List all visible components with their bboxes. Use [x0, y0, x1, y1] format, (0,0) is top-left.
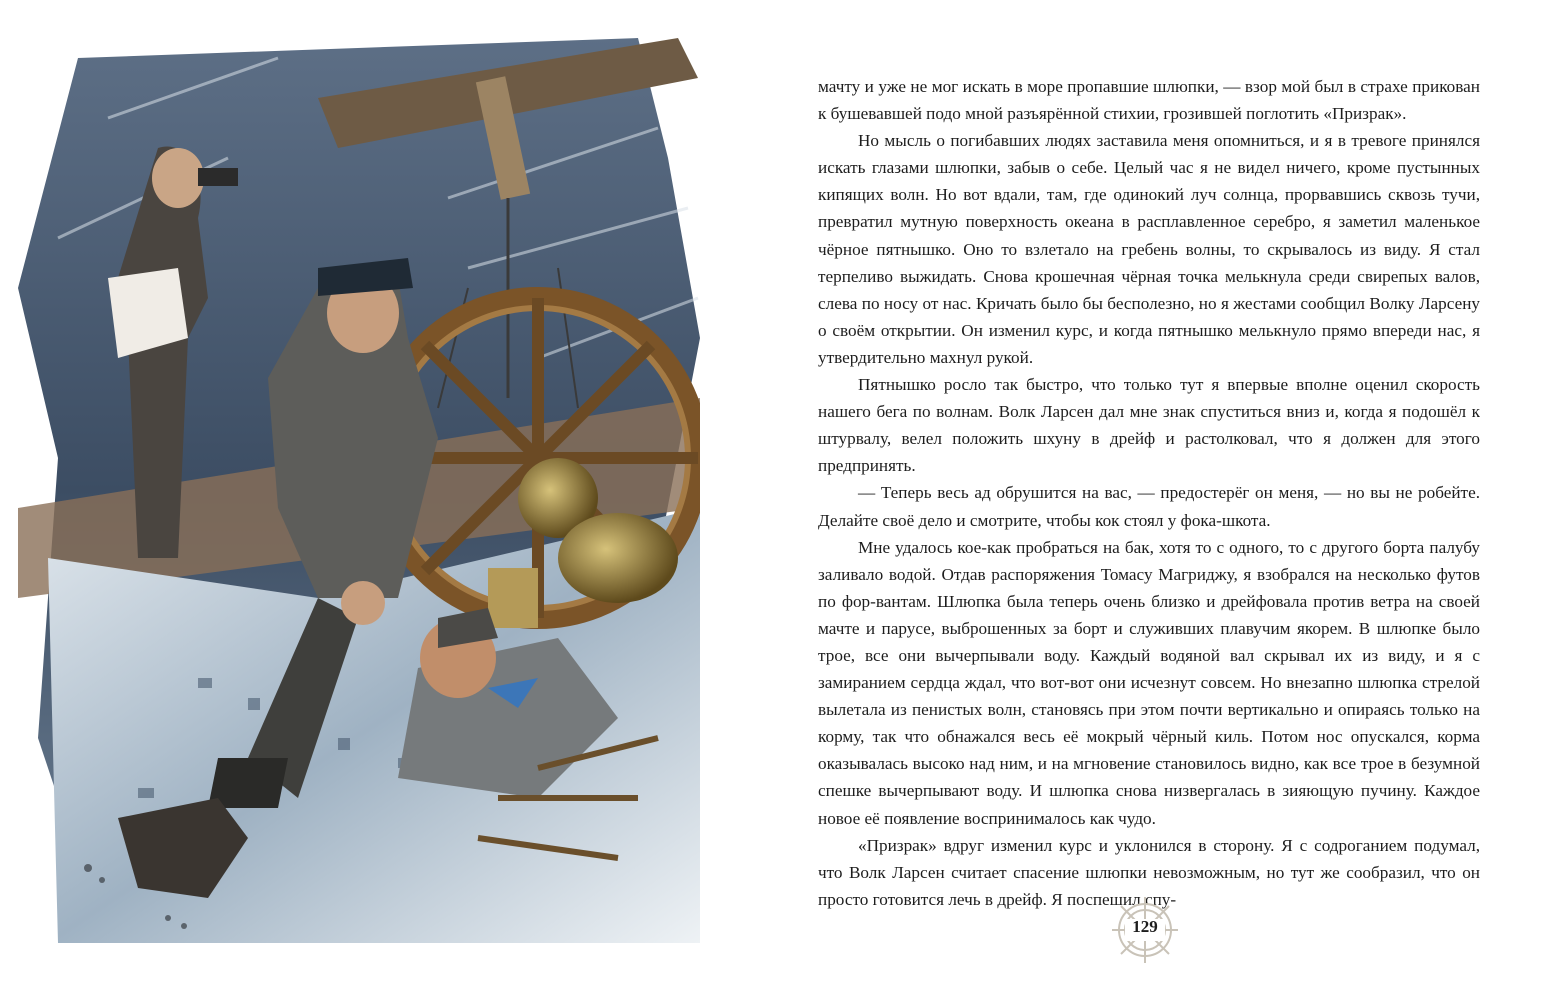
paragraph-4: — Теперь весь ад обрушится на вас, — предостерёг он меня, — но вы не робейте. Делайте своё дело и смотрите, чтобы кок стоял у фока-шкота. — [818, 483, 1480, 530]
paragraph-5: Мне удалось кое-как пробраться на бак, хотя то с одного, то с другого борта палубу заливало водой. Отдав распоряжения Томасу Магриджу, я взобрался на несколько футов по фор-вантам. Шлюпка была теперь очень близко и дрейфовала против ветра на своей мачте и парусе, выброшенных за борт и служивших плавучим якорем. В шлюпке было трое, все они вычерпывали воду. Каждый водяной вал скрывал их из виду, и я с замиранием сердца ждал, что вот-вот они исчезнут совсем. Но внезапно шлюпка стрелой вылетала из пенистых волн, становясь при этом почти вертикально и опираясь только на корму, так что обнажался весь её мокрый чёрный киль. Потом нос опускался, корма оказывалась высоко над ним, и на мгновение становилось видно, как все трое в безумной спешке вычерпывают воду. И шлюпка снова низвергалась в зияющую пучину. Каждое новое её появление воспринималось как чудо. — [818, 537, 1480, 828]
page-number-ornament — [1100, 895, 1190, 965]
binnacle — [558, 513, 678, 603]
paragraph-2: Но мысль о погибавших людях заставила меня опомниться, и я в тревоге принялся искать глазами шлюпки, забыв о себе. Целый час я не видел ничего, кроме пустынных кипящих волн. Но вот вдали, там, где одинокий луч солнца, прорвавшись сквозь тучи, превратил мутную поверхность океана в расплавленное серебро, я заметил маленькое чёрное пятнышко. Оно то взлетало на гребень волны, то скрывалось из виду. Я стал терпеливо выжидать. Снова крошечная чёрная точка мелькнула среди свирепых валов, слева по носу от нас. Кричать было бы бесполезно, но я жестами сообщил Волку Ларсену о своём открытии. Он изменил курс, и когда пятнышко мелькнуло прямо впереди нас, я утвердительно махнул рукой. — [818, 131, 1480, 367]
paragraph-3: Пятнышко росло так быстро, что только тут я впервые вполне оценил скорость нашего бега по волнам. Волк Ларсен дал мне знак спуститься вниз и, когда я подошёл к штурвалу, велел положить шхуну в дрейф и растолковал, что я должен для этого предпринять. — [818, 375, 1480, 476]
bucket — [488, 568, 538, 628]
paragraph-1: мачту и уже не мог искать в море пропавшие шлюпки, — взор мой был в страхе прикован к бушевавшей подо мной разъярённой стихии, грозившей поглотить «Призрак». — [818, 77, 1480, 124]
text-column — [818, 73, 1480, 913]
paragraph-6: «Призрак» вдруг изменил курс и уклонился в сторону. Я с содроганием подумал, что Волк Ларсен считает спасение шлюпки невозможным, но тут же сообразил, что он просто готовится лечь в дрейф. Я поспешил спу- — [818, 835, 1480, 909]
ship-deck-storm-illustration-icon — [18, 38, 700, 943]
page-number: 129 — [1132, 917, 1158, 936]
